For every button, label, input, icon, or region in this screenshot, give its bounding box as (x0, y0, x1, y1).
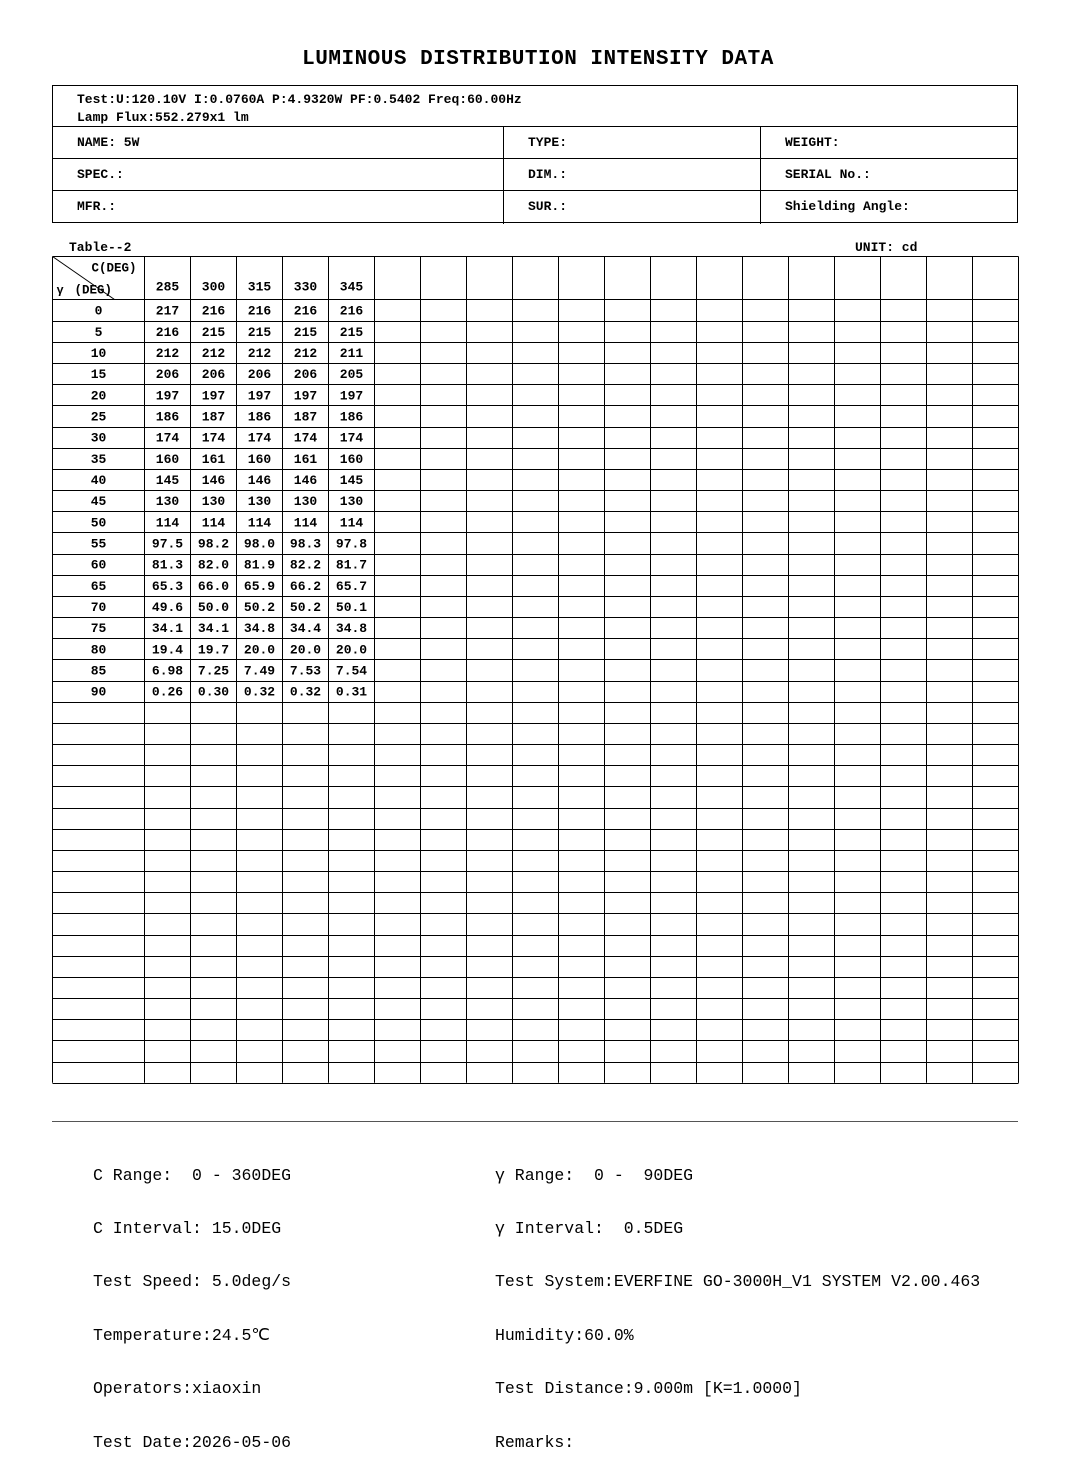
intensity-value-cell: 0.32 (243, 684, 276, 700)
test-line: Test:U:120.10V I:0.0760A P:4.9320W PF:0.5402 Freq:60.00Hz (77, 92, 522, 107)
intensity-value-cell: 0.26 (151, 684, 184, 700)
intensity-value-cell: 20.0 (335, 642, 368, 658)
gamma-angle-cell: 75 (90, 621, 107, 637)
intensity-value-cell: 34.4 (289, 621, 322, 637)
gamma-angle-cell: 85 (90, 663, 107, 679)
page-title: LUMINOUS DISTRIBUTION INTENSITY DATA (302, 48, 774, 71)
intensity-value-cell: 212 (293, 345, 318, 361)
footer-line: Test System:EVERFINE GO-3000H_V1 SYSTEM V2.00.463 (495, 1272, 981, 1292)
intensity-value-cell: 50.2 (289, 599, 322, 615)
field-mfr: MFR.: (77, 199, 117, 214)
field-spec: SPEC.: (77, 167, 124, 182)
intensity-value-cell: 197 (155, 388, 180, 404)
intensity-value-cell: 145 (339, 472, 364, 488)
footer-left (93, 1131, 291, 1469)
intensity-value-cell: 160 (247, 451, 272, 467)
footer-line: Temperature:24.5℃ (93, 1325, 270, 1345)
footer-line: γ Range: 0 - 90DEG (495, 1165, 694, 1185)
field-serial: SERIAL No.: (785, 167, 871, 182)
gamma-angle-cell: 80 (90, 642, 107, 658)
gamma-angle-cell: 65 (90, 578, 107, 594)
intensity-value-cell: 34.1 (197, 621, 230, 637)
intensity-value-cell: 81.7 (335, 557, 368, 573)
intensity-value-cell: 65.9 (243, 578, 276, 594)
c-angle-header: 345 (339, 279, 364, 295)
intensity-value-cell: 82.0 (197, 557, 230, 573)
footer-line: Test Date:2026-05-06 (93, 1432, 292, 1452)
intensity-value-cell: 206 (247, 367, 272, 383)
intensity-value-cell: 34.8 (335, 621, 368, 637)
intensity-value-cell: 130 (201, 494, 226, 510)
gamma-deg-header: (DEG) (74, 283, 113, 298)
intensity-value-cell: 130 (293, 494, 318, 510)
intensity-value-cell: 20.0 (243, 642, 276, 658)
intensity-value-cell: 215 (247, 324, 272, 340)
footer-line: Remarks: (495, 1432, 575, 1452)
intensity-value-cell: 217 (155, 303, 180, 319)
intensity-value-cell: 215 (293, 324, 318, 340)
intensity-value-cell: 114 (155, 515, 180, 531)
intensity-value-cell: 6.98 (151, 663, 184, 679)
footer-divider (52, 1121, 1018, 1122)
intensity-value-cell: 187 (201, 409, 226, 425)
intensity-value-cell: 160 (339, 451, 364, 467)
intensity-value-cell: 130 (155, 494, 180, 510)
intensity-value-cell: 97.8 (335, 536, 368, 552)
intensity-value-cell: 20.0 (289, 642, 322, 658)
intensity-value-cell: 98.2 (197, 536, 230, 552)
intensity-value-cell: 215 (201, 324, 226, 340)
field-weight: WEIGHT: (785, 135, 840, 150)
gamma-angle-cell: 70 (90, 599, 107, 615)
intensity-value-cell: 161 (293, 451, 318, 467)
intensity-value-cell: 114 (201, 515, 226, 531)
intensity-value-cell: 98.3 (289, 536, 322, 552)
gamma-angle-cell: 10 (90, 345, 107, 361)
c-angle-header: 300 (201, 279, 226, 295)
intensity-value-cell: 98.0 (243, 536, 276, 552)
intensity-value-cell: 114 (247, 515, 272, 531)
c-angle-header: 330 (293, 279, 318, 295)
lamp-flux: Lamp Flux:552.279x1 lm (77, 110, 249, 125)
intensity-value-cell: 212 (201, 345, 226, 361)
intensity-value-cell: 206 (155, 367, 180, 383)
intensity-value-cell: 82.2 (289, 557, 322, 573)
intensity-value-cell: 216 (339, 303, 364, 319)
footer-line: C Interval: 15.0DEG (93, 1218, 282, 1238)
intensity-value-cell: 197 (339, 388, 364, 404)
gamma-angle-cell: 60 (90, 557, 107, 573)
intensity-value-cell: 174 (339, 430, 364, 446)
field-type: TYPE: (528, 135, 568, 150)
intensity-value-cell: 114 (293, 515, 318, 531)
unit-label: UNIT: cd (855, 240, 918, 255)
intensity-value-cell: 212 (155, 345, 180, 361)
intensity-value-cell: 216 (201, 303, 226, 319)
gamma-angle-cell: 25 (90, 409, 107, 425)
intensity-value-cell: 161 (201, 451, 226, 467)
footer-line: γ Interval: 0.5DEG (495, 1218, 684, 1238)
intensity-value-cell: 97.5 (151, 536, 184, 552)
intensity-value-cell: 212 (247, 345, 272, 361)
intensity-value-cell: 50.1 (335, 599, 368, 615)
intensity-value-cell: 206 (201, 367, 226, 383)
intensity-value-cell: 205 (339, 367, 364, 383)
intensity-value-cell: 145 (155, 472, 180, 488)
intensity-value-cell: 7.54 (335, 663, 368, 679)
footer-line: Operators:xiaoxin (93, 1379, 262, 1399)
intensity-value-cell: 65.7 (335, 578, 368, 594)
gamma-angle-cell: 30 (90, 430, 107, 446)
intensity-value-cell: 81.9 (243, 557, 276, 573)
gamma-header-symbol: γ (56, 283, 64, 298)
intensity-value-cell: 197 (201, 388, 226, 404)
intensity-value-cell: 130 (247, 494, 272, 510)
intensity-value-cell: 186 (339, 409, 364, 425)
intensity-value-cell: 174 (247, 430, 272, 446)
footer-line: Humidity:60.0% (495, 1325, 634, 1345)
footer-line: C Range: 0 - 360DEG (93, 1165, 292, 1185)
gamma-angle-cell: 20 (90, 388, 107, 404)
footer-right (495, 1131, 980, 1469)
intensity-value-cell: 50.0 (197, 599, 230, 615)
intensity-value-cell: 174 (155, 430, 180, 446)
intensity-value-cell: 206 (293, 367, 318, 383)
intensity-value-cell: 19.7 (197, 642, 230, 658)
gamma-angle-cell: 50 (90, 515, 107, 531)
field-sur: SUR.: (528, 199, 568, 214)
intensity-value-cell: 186 (155, 409, 180, 425)
intensity-value-cell: 186 (247, 409, 272, 425)
gamma-angle-cell: 35 (90, 451, 107, 467)
intensity-value-cell: 215 (339, 324, 364, 340)
intensity-value-cell: 160 (155, 451, 180, 467)
gamma-angle-cell: 5 (94, 324, 103, 340)
intensity-value-cell: 197 (293, 388, 318, 404)
intensity-value-cell: 66.2 (289, 578, 322, 594)
intensity-value-cell: 50.2 (243, 599, 276, 615)
gamma-angle-cell: 90 (90, 684, 107, 700)
intensity-value-cell: 34.8 (243, 621, 276, 637)
intensity-value-cell: 216 (293, 303, 318, 319)
intensity-value-cell: 7.49 (243, 663, 276, 679)
intensity-value-cell: 130 (339, 494, 364, 510)
intensity-value-cell: 174 (293, 430, 318, 446)
intensity-value-cell: 49.6 (151, 599, 184, 615)
gamma-angle-cell: 40 (90, 472, 107, 488)
c-angle-header: 285 (155, 279, 180, 295)
intensity-value-cell: 7.25 (197, 663, 230, 679)
intensity-value-cell: 216 (247, 303, 272, 319)
gamma-angle-cell: 55 (90, 536, 107, 552)
intensity-value-cell: 0.32 (289, 684, 322, 700)
intensity-value-cell: 7.53 (289, 663, 322, 679)
intensity-value-cell: 197 (247, 388, 272, 404)
footer-line: Test Distance:9.000m [K=1.0000] (495, 1379, 802, 1399)
field-shielding-angle: Shielding Angle: (785, 199, 910, 214)
intensity-value-cell: 34.1 (151, 621, 184, 637)
intensity-value-cell: 0.31 (335, 684, 368, 700)
footer-line: Test Speed: 5.0deg/s (93, 1272, 292, 1292)
intensity-value-cell: 174 (201, 430, 226, 446)
intensity-value-cell: 65.3 (151, 578, 184, 594)
field-name: NAME: 5W (77, 135, 140, 150)
intensity-value-cell: 81.3 (151, 557, 184, 573)
intensity-value-cell: 146 (293, 472, 318, 488)
table-label: Table--2 (69, 240, 132, 255)
field-dim: DIM.: (528, 167, 568, 182)
intensity-value-cell: 211 (339, 345, 364, 361)
intensity-value-cell: 146 (247, 472, 272, 488)
intensity-value-cell: 66.0 (197, 578, 230, 594)
intensity-value-cell: 216 (155, 324, 180, 340)
intensity-value-cell: 146 (201, 472, 226, 488)
c-deg-header: C(DEG) (91, 261, 137, 276)
intensity-value-cell: 0.30 (197, 684, 230, 700)
intensity-value-cell: 114 (339, 515, 364, 531)
gamma-angle-cell: 0 (94, 303, 103, 319)
intensity-value-cell: 19.4 (151, 642, 184, 658)
intensity-value-cell: 187 (293, 409, 318, 425)
gamma-angle-cell: 15 (90, 367, 107, 383)
c-angle-header: 315 (247, 279, 272, 295)
gamma-angle-cell: 45 (90, 494, 107, 510)
